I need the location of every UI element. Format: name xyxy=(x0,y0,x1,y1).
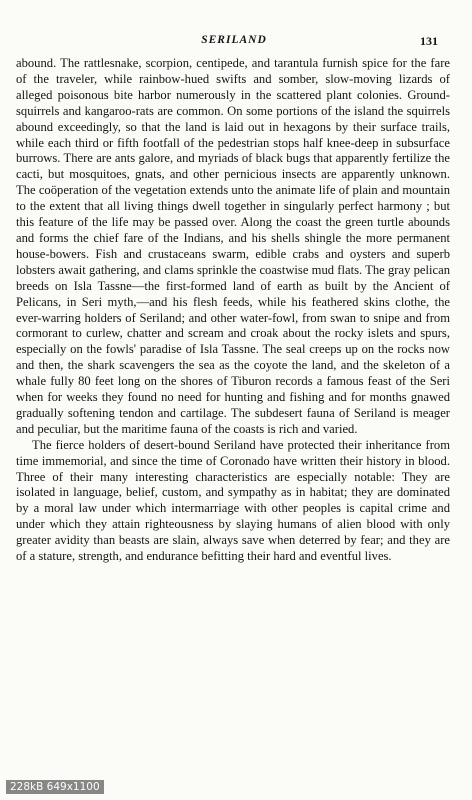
page-header xyxy=(16,34,452,50)
page-number: 131 xyxy=(420,34,438,48)
paragraph-1: abound. The rattlesnake, scorpion, centipede, and tarantula furnish spice for the fare of the traveler, while rainbow-hued swifts and somber, slow-moving lizards of alleged poisonous bite harbor numerously in the scattered plant colonies. Ground-squirrels and kangaroo-rats are common. On some portions of the island the squirrels abound exceedingly, so that the land is laid out in hexagons by their surface trails, while each third or fifth footfall of the pedestrian stops half knee-deep in subsurface burrows. There are ants galore, and myriads of black bugs that apparently fertilize the cacti, but mosquitoes, gnats, and other pernicious insects are apparently unknown. The coöperation of the vegetation extends unto the animate life of plain and mountain to the extent that all living things dwell together in singularly perfect harmony ; but this feature of the life may be passed over. Along the coast the green turtle abounds and forms the chief fare of the Indians, and his shells shingle the more permanent house-bowers. Fish and crustaceans swarm, edible crabs and oysters and superb lobsters await gathering, and clams sprinkle the coastwise mud flats. The gray pelican breeds on Isla Tassne—the first-formed land of earth as built by the Ancient of Pelicans, in Seri myth,—and his flesh feeds, while his feathered skins clothe, the ever-warring holders of Seriland; and other water-fowl, from swan to snipe and from cormorant to curlew, chatter and scream and croak about the rocky islets and spurs, especially on the fowls' paradise of Isla Tassne. The seal creeps up on the rocks now and then, the shark scavengers the sea as the coyote the land, and the skeleton of a whale fully 80 feet long on the shores of Tiburon records a famous feast of the Seri when for weeks they found no need for hunting and fishing and for months gnawed gradually softening tendon and cartilage. The subdesert fauna of Seriland is meager and peculiar, but the maritime fauna of the coasts is rich and varied. xyxy=(16,56,450,436)
running-head: SERILAND xyxy=(201,34,267,46)
paragraph-2: The fierce holders of desert-bound Seriland have protected their inheritance from time immemorial, and since the time of Coronado have written their history in blood. Three of their many interesting characteristics are especially notable: They are isolated in language, belief, custom, and sympathy as in habitat; they are dominated by a moral law under which intermarriage with other peoples is capital crime and under which they attain righteousness by slaying humans of alien blood with only greater avidity than beasts are slain, always save when deterred by fear; and they are of a stature, strength, and endurance befitting their hard and eventful lives. xyxy=(16,437,450,564)
body-text xyxy=(16,56,450,565)
image-info-badge: 228kB 649x1100 xyxy=(6,780,104,794)
